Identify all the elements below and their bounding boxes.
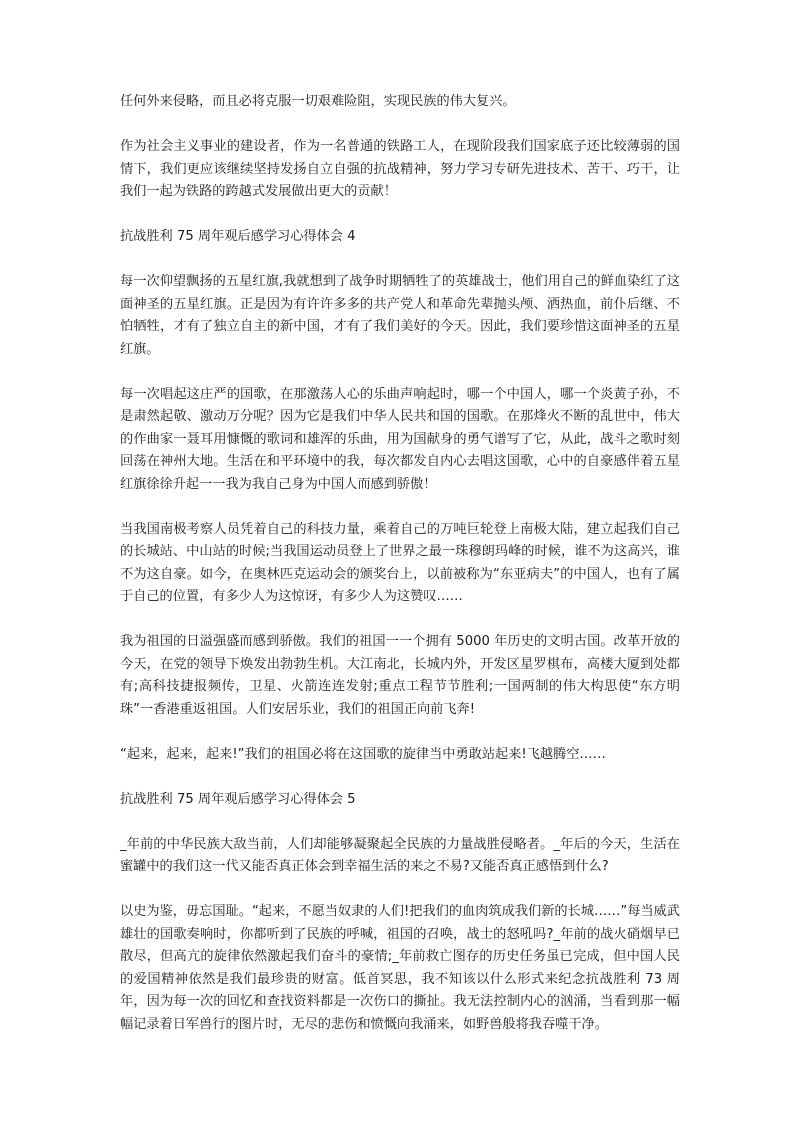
paragraph: 以史为鉴，毋忘国耻。“起来，不愿当奴隶的人们!把我们的血肉筑成我们新的长城……”每当威武雄壮的国歌奏响时，你都听到了民族的呼喊，祖国的召唤，战士的怒吼吗?_年前的战火硝烟早已散尽，但高亢的旋律依然激起我们奋斗的豪情;_年前救亡图存的历史任务虽已完成，但中国人民的爱国精神依然是我们最珍贵的财富。低首冥思，我不知该以什么形式来纪念抗战胜利 73 周年，因为每一次的回忆和查找资料都是一次伤口的撕扯。我无法控制内心的汹涌，当看到那一幅幅记录着日军兽行的图片时，无尽的悲伤和愤慨向我涌来，如野兽般将我吞噬干净。 (120, 904, 680, 1032)
paragraph: 任何外来侵略，而且必将克服一切艰难险阻，实现民族的伟大复兴。 (120, 94, 516, 109)
paragraph: “起来，起来，起来!”我们的祖国必将在这国歌的旋律当中勇敢站起来!飞越腾空…… (120, 746, 606, 762)
paragraph: 当我国南极考察人员凭着自己的科技力量，乘着自己的万吨巨轮登上南极大陆，建立起我们自己的长城站、中山站的时候;当我国运动员登上了世界之最一珠穆朗玛峰的时候，谁不为这高兴，谁不为这自豪。如今，在奥林匹克运动会的颁奖台上，以前被称为“东亚病夫”的中国人，也有了属于自己的位置，有多少人为这惊讶，有多少人为这赞叹…… (120, 521, 680, 604)
paragraph: 每一次仰望飘扬的五星红旗,我就想到了战争时期牺牲了的英雄战士，他们用自己的鲜血染红了这面神圣的五星红旗。正是因为有许许多多的共产党人和革命先辈抛头颅、洒热血，前仆后继、不怕牺牲，才有了独立自主的新中国，才有了我们美好的今天。因此，我们要珍惜这面神圣的五星红旗。 (120, 274, 680, 357)
section-heading: 抗战胜利 75 周年观后感学习心得体会 4 (120, 229, 356, 244)
paragraph: 每一次唱起这庄严的国歌，在那激荡人心的乐曲声响起时，哪一个中国人，哪一个炎黄子孙，不是肃然起敬、激动万分呢？因为它是我们中华人民共和国的国歌。在那烽火不断的乱世中，伟大的作曲家一聂耳用慷慨的歌词和雄浑的乐曲，用为国献身的勇气谱写了它，从此，战斗之歌时刻回荡在神州大地。生活在和平环境中的我，每次都发自内心去唱这国歌，心中的自豪感伴着五星红旗徐徐升起一一我为我自己身为中国人而感到骄傲！ (120, 386, 680, 492)
paragraph: 作为社会主义事业的建设者，作为一名普通的铁路工人，在现阶段我们国家底子还比较薄弱的国情下，我们更应该继续坚持发扬自立自强的抗战精神，努力学习专研先进技术、苦干、巧干，让我们一起为铁路的跨越式发展做出更大的贡献！ (120, 139, 680, 199)
section-heading: 抗战胜利 75 周年观后感学习心得体会 5 (120, 791, 356, 807)
document-page (120, 91, 680, 1059)
paragraph: 我为祖国的日溢强盛而感到骄傲。我们的祖国一一个拥有 5000 年历史的文明古国。改革开放的今天，在党的领导下焕发出勃勃生机。大江南北，长城内外，开发区星罗棋布，高楼大厦到处都有;高科技捷报频传，卫星、火箭连连发射;重点工程节节胜利;一国两制的伟大构思使“东方明珠”一香港重返祖国。人们安居乐业，我们的祖国正向前飞奔! (120, 634, 680, 717)
paragraph: _年前的中华民族大敌当前，人们却能够凝聚起全民族的力量战胜侵略者。_年后的今天，生活在蜜罐中的我们这一代又能否真正体会到幸福生活的来之不易?又能否真正感悟到什么? (120, 836, 680, 874)
